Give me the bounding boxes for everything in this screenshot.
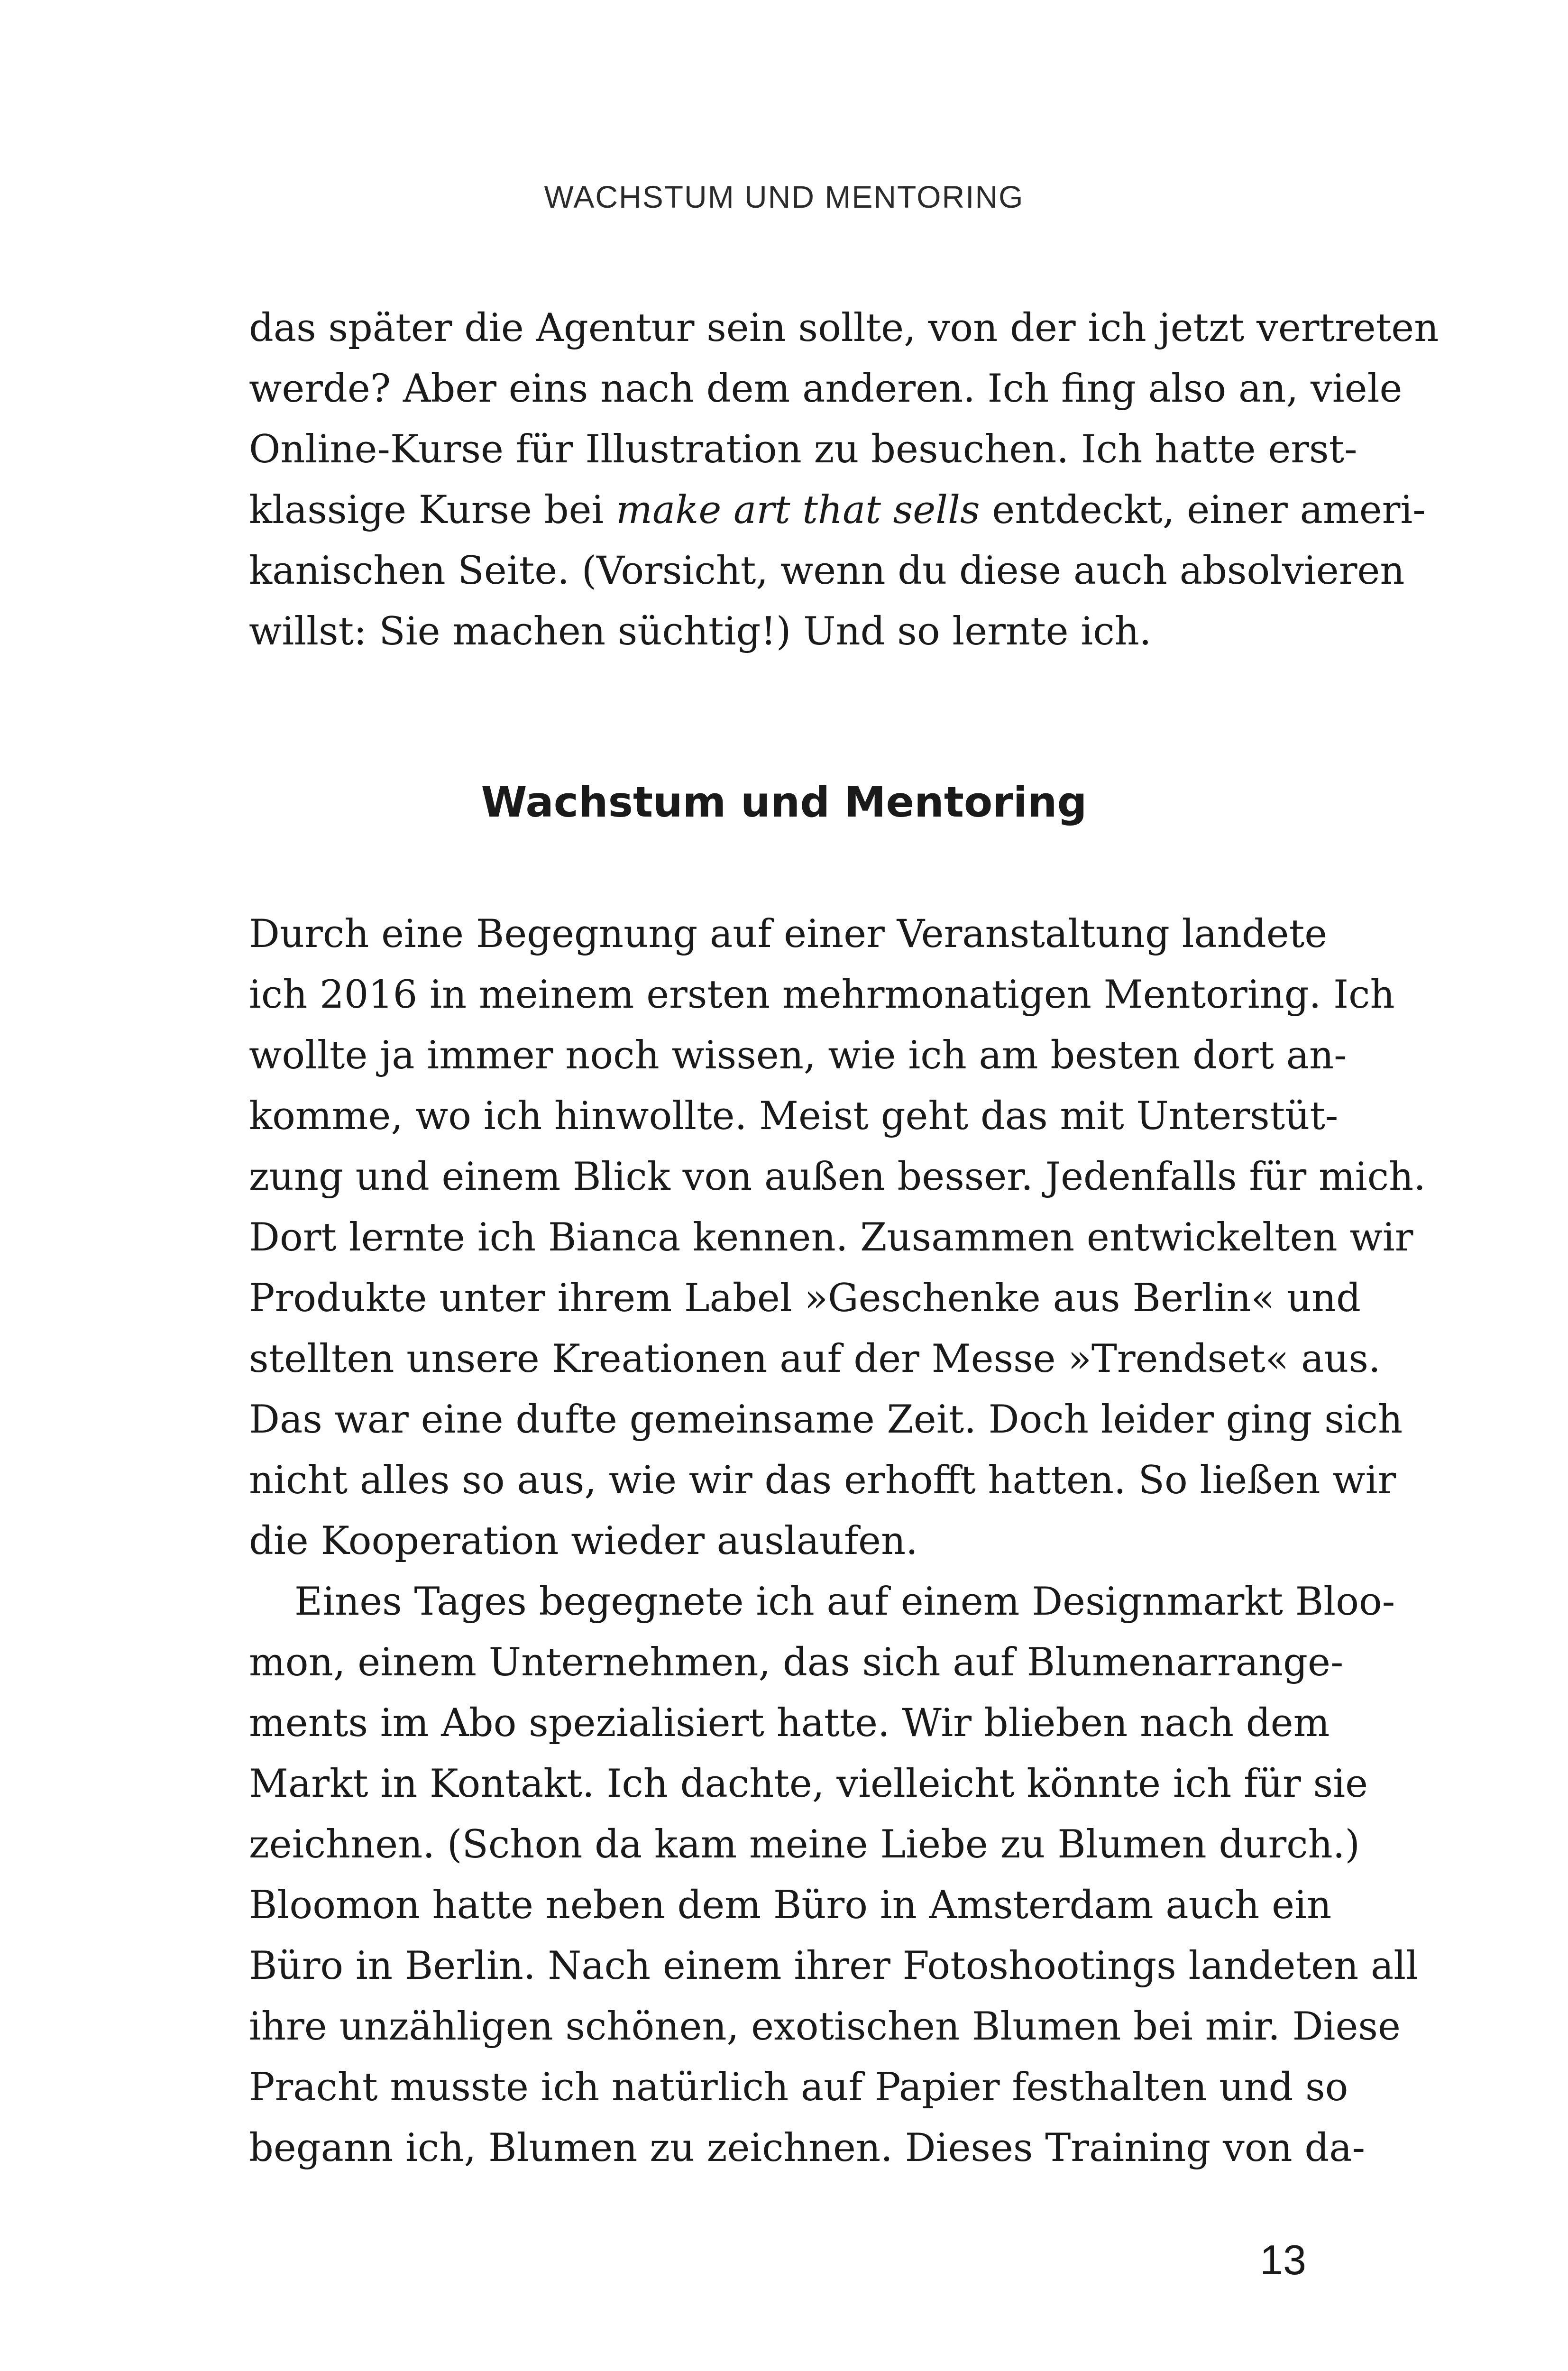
text-line: Online-Kurse für Illustration zu besuchen. Ich hatte erst- [249, 427, 1357, 472]
text-line: ihre unzähligen schönen, exotischen Blumen bei mir. Diese [249, 2004, 1401, 2049]
text-line: Das war eine dufte gemeinsame Zeit. Doch leider ging sich [249, 1397, 1403, 1442]
text-line: Pracht musste ich natürlich auf Papier festhalten und so [249, 2065, 1348, 2110]
italic-course-name: make art that sells [616, 488, 980, 533]
text-line: werde? Aber eins nach dem anderen. Ich fing also an, viele [249, 367, 1403, 411]
text-line: das später die Agentur sein sollte, von der ich jetzt vertreten [249, 306, 1439, 350]
page-number: 13 [1260, 2236, 1306, 2283]
text-segment: entdeckt, einer ameri- [980, 488, 1426, 533]
text-line: komme, wo ich hinwollte. Meist geht das mit Unterstüt- [249, 1094, 1339, 1139]
text-line: willst: Sie machen süchtig!) Und so lernte ich. [249, 609, 1152, 654]
text-line: Eines Tages begegnete ich auf einem Designmarkt Bloo- [294, 1580, 1395, 1624]
text-line: Durch eine Begegnung auf einer Veranstaltung landete [249, 912, 1328, 956]
running-head: WACHSTUM UND MENTORING [544, 179, 1024, 214]
text-line: Dort lernte ich Bianca kennen. Zusammen entwickelten wir [249, 1215, 1413, 1260]
text-line: stellten unsere Kreationen auf der Messe »Trendset« aus. [249, 1337, 1381, 1381]
text-line: Bloomon hatte neben dem Büro in Amsterdam auch ein [249, 1883, 1332, 1928]
intro-paragraph [249, 298, 1439, 662]
text-line: die Kooperation wieder auslaufen. [249, 1519, 918, 1563]
text-line: wollte ja immer noch wissen, wie ich am besten dort an- [249, 1033, 1347, 1078]
text-line [249, 480, 1426, 541]
section-body [249, 904, 1426, 2178]
text-line: Büro in Berlin. Nach einem ihrer Fotoshootings landeten all [249, 1944, 1419, 1988]
text-line: nicht alles so aus, wie wir das erhofft hatten. So ließen wir [249, 1458, 1396, 1503]
text-line: begann ich, Blumen zu zeichnen. Dieses Training von da- [249, 2126, 1365, 2170]
text-line: mon, einem Unternehmen, das sich auf Blumenarrange- [249, 1640, 1344, 1685]
text-line: ments im Abo spezialisiert hatte. Wir blieben nach dem [249, 1701, 1330, 1746]
text-line: Produkte unter ihrem Label »Geschenke aus Berlin« und [249, 1276, 1361, 1321]
text-line: Markt in Kontakt. Ich dachte, vielleicht könnte ich für sie [249, 1762, 1368, 1806]
text-segment: klassige Kurse bei [249, 488, 616, 533]
text-line: ich 2016 in meinem ersten mehrmonatigen Mentoring. Ich [249, 973, 1395, 1017]
text-line: kanischen Seite. (Vorsicht, wenn du diese auch absolvieren [249, 549, 1405, 593]
text-line: zeichnen. (Schon da kam meine Liebe zu Blumen durch.) [249, 1822, 1360, 1867]
section-heading: Wachstum und Mentoring [481, 778, 1087, 827]
text-line: zung und einem Blick von außen besser. Jedenfalls für mich. [249, 1155, 1426, 1199]
